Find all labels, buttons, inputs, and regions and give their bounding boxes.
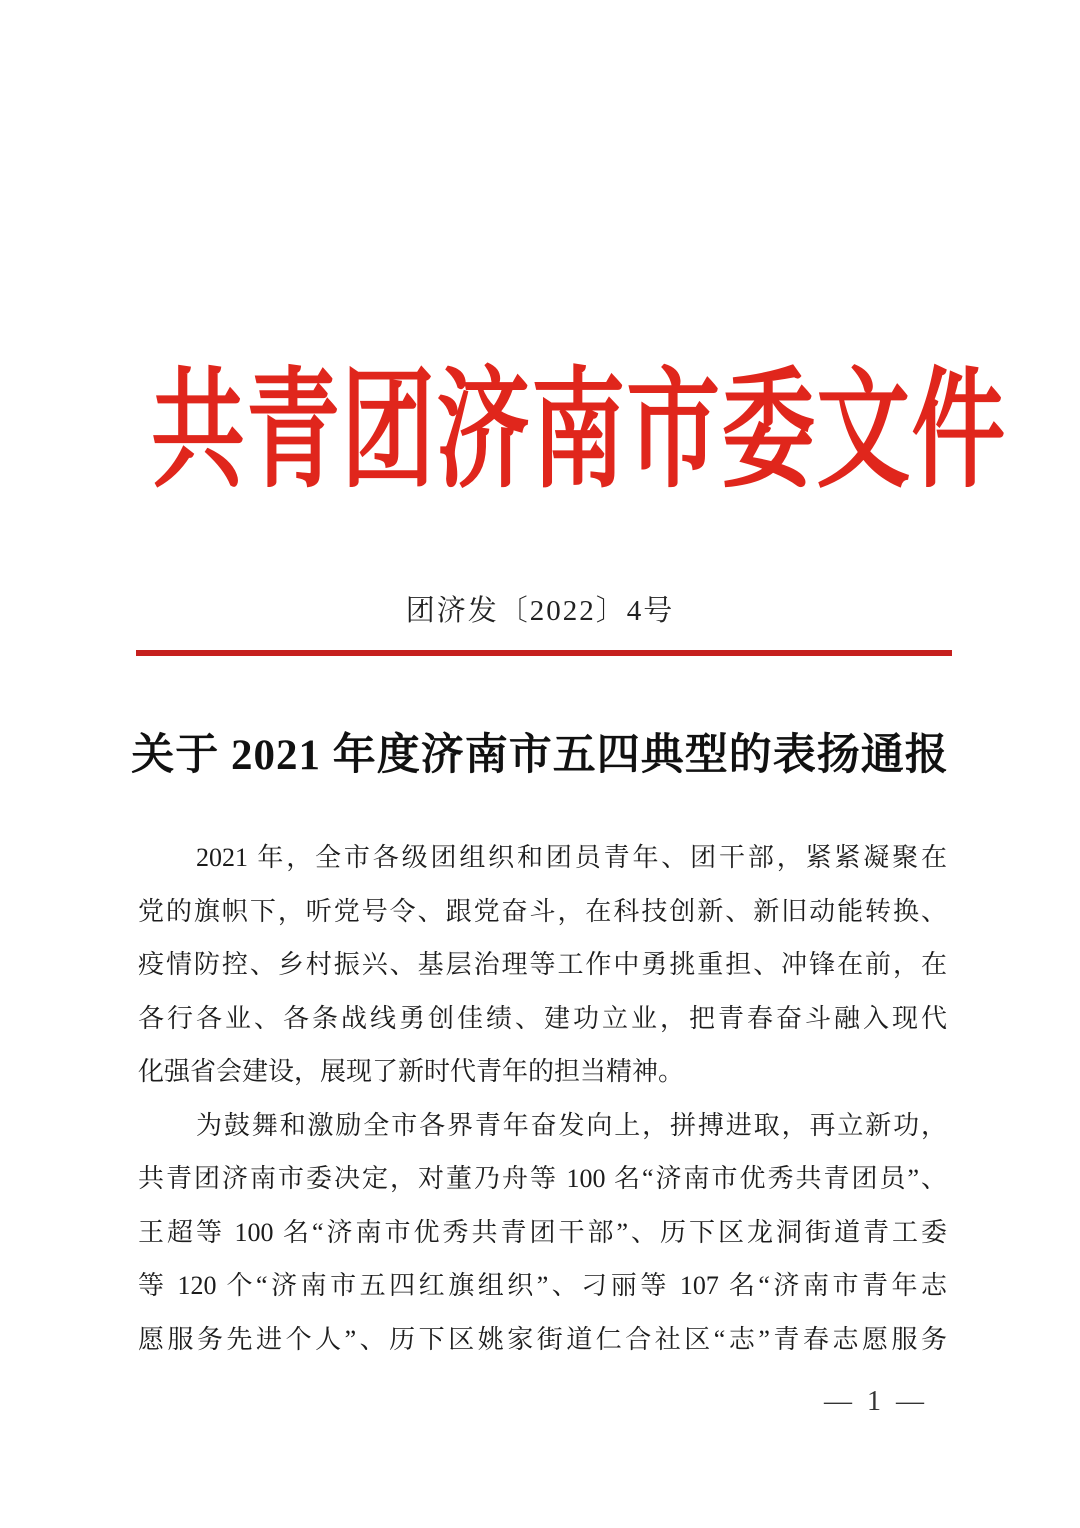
body-line: 为鼓舞和激励全市各界青年奋发向上，拼搏进取，再立新功， [196, 1110, 947, 1140]
letterhead-title: 共青团济南市委文件 [151, 360, 1007, 504]
document-title: 关于 2021 年度济南市五四典型的表扬通报 [131, 732, 949, 779]
document-number: 团济发〔2022〕4号 [405, 595, 675, 627]
body-line: 疫情防控、乡村振兴、基层治理等工作中勇挑重担、冲锋在前，在 [138, 950, 947, 979]
red-divider-line [136, 650, 952, 656]
body-line: 党的旗帜下，听党号令、跟党奋斗，在科技创新、新旧动能转换、 [138, 896, 947, 926]
body-line: 等 120 个“济南市五四红旗组织”、刁丽等 107 名“济南市青年志 [138, 1271, 947, 1300]
body-line: 化强省会建设，展现了新时代青年的担当精神。 [138, 1057, 685, 1086]
body-line: 王超等 100 名“济南市优秀共青团干部”、历下区龙洞街道青工委 [138, 1217, 947, 1247]
body-line: 2021 年，全市各级团组织和团员青年、团干部，紧紧凝聚在 [196, 843, 947, 872]
body-line: 共青团济南市委决定，对董乃舟等 100 名“济南市优秀共青团员”、 [138, 1164, 947, 1193]
body-line: 愿服务先进个人”、历下区姚家街道仁合社区“志”青春志愿服务 [138, 1324, 947, 1354]
page-number: — 1 — [824, 1386, 928, 1417]
document-body [138, 831, 947, 1366]
body-line: 各行各业、各条战线勇创佳绩、建功立业，把青春奋斗融入现代 [138, 1003, 947, 1033]
